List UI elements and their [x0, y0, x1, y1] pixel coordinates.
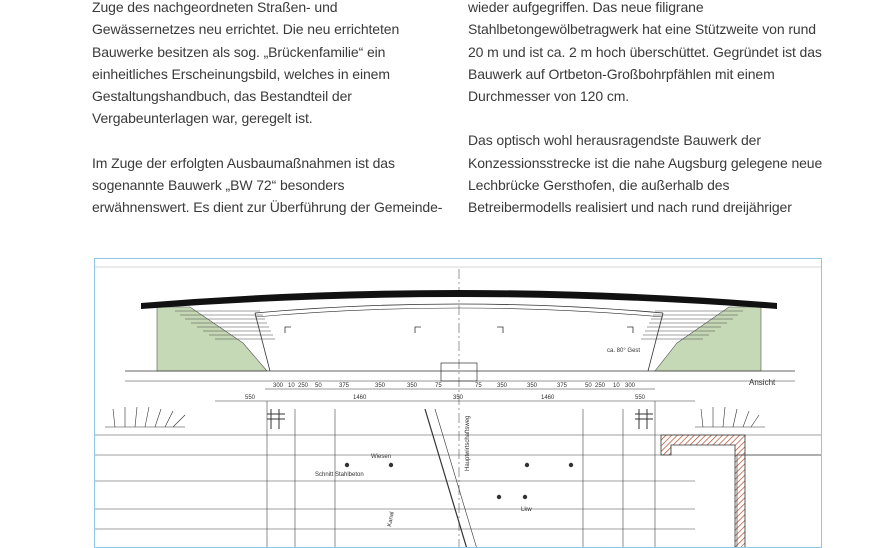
corner-mark — [415, 327, 421, 333]
svg-text:250: 250 — [298, 383, 309, 389]
diagonal-road-line — [425, 409, 467, 548]
plan-label: Wiesen — [371, 454, 392, 460]
corner-mark — [285, 327, 291, 333]
svg-text:350: 350 — [375, 383, 386, 389]
plan-label: Hauptwirtschaftsweg — [465, 415, 471, 471]
plan-label: Schnitt Stahlbeton — [315, 472, 364, 478]
right-wingwall-hatch — [695, 407, 765, 427]
svg-text:250: 250 — [595, 383, 606, 389]
svg-text:350: 350 — [407, 383, 418, 389]
dimension-row-2 — [245, 395, 646, 401]
right-retaining-wall — [661, 435, 745, 548]
corner-mark — [627, 327, 633, 333]
corner-mark — [497, 327, 503, 333]
svg-text:50: 50 — [585, 383, 592, 389]
svg-text:350: 350 — [453, 395, 464, 401]
svg-text:350: 350 — [497, 383, 508, 389]
svg-text:10: 10 — [288, 383, 295, 389]
svg-text:300: 300 — [273, 383, 284, 389]
paragraph: Im Zuge der erfolgten Ausbaumaßnahmen ist das sogenannte Bauwerk „BW 72“ besonders erwähnenswert. Es dient zur Überführung der Gemeinde- — [92, 154, 443, 216]
plan-label: Kanal — [387, 511, 396, 528]
svg-text:375: 375 — [339, 383, 350, 389]
text-column-right — [468, 0, 828, 241]
svg-text:75: 75 — [475, 383, 482, 389]
svg-text:550: 550 — [635, 395, 646, 401]
paragraph: Das optisch wohl herausragendste Bauwerk der Konzessionsstrecke ist die nahe Augsburg gelegene neue Lechbrücke Gersthofen, die außerhalb des Betreibermodells realisiert und nach rund dreijähriger — [468, 132, 823, 216]
paragraph: wieder aufgegriffen. Das neue filigrane Stahlbetongewölbetragwerk hat eine Stützweite von rund 20 m und ist ca. 2 m hoch überschüttet. Gegründet ist das Bauwerk auf Ortbeton-Großbohrpfählen mit einem Durchmesser von 120 cm. — [468, 0, 822, 105]
paragraph: Zuge des nachgeordneten Straßen- und Gewässernetzes neu errichtet. Die neu errichteten Bauwerke besitzen als sog. „Brückenfamilie“ ein einheitliches Erscheinungsbild, welches in einem Gestaltungshandbuch, das Bestandteil der Vergabeunterlagen war, geregelt ist. — [92, 0, 400, 127]
left-wingwall-hatch — [105, 407, 185, 427]
slope-label: ca. 80° Gest — [607, 348, 641, 354]
svg-text:300: 300 — [625, 383, 636, 389]
svg-text:50: 50 — [315, 383, 322, 389]
plan-label: Lkw — [521, 507, 532, 513]
svg-text:350: 350 — [527, 383, 538, 389]
svg-text:375: 375 — [557, 383, 568, 389]
right-abutment — [648, 313, 663, 371]
svg-text:1460: 1460 — [541, 395, 555, 401]
svg-text:1460: 1460 — [353, 395, 367, 401]
scale-marks — [267, 409, 653, 429]
svg-text:10: 10 — [613, 383, 620, 389]
bridge-drawing-figure — [94, 258, 822, 548]
svg-text:75: 75 — [435, 383, 442, 389]
text-column-left — [92, 0, 444, 241]
view-label: Ansicht — [749, 378, 776, 387]
bridge-technical-drawing — [95, 259, 822, 548]
dimension-row-1 — [273, 383, 636, 389]
svg-text:550: 550 — [245, 395, 256, 401]
right-plan-box — [737, 455, 822, 548]
